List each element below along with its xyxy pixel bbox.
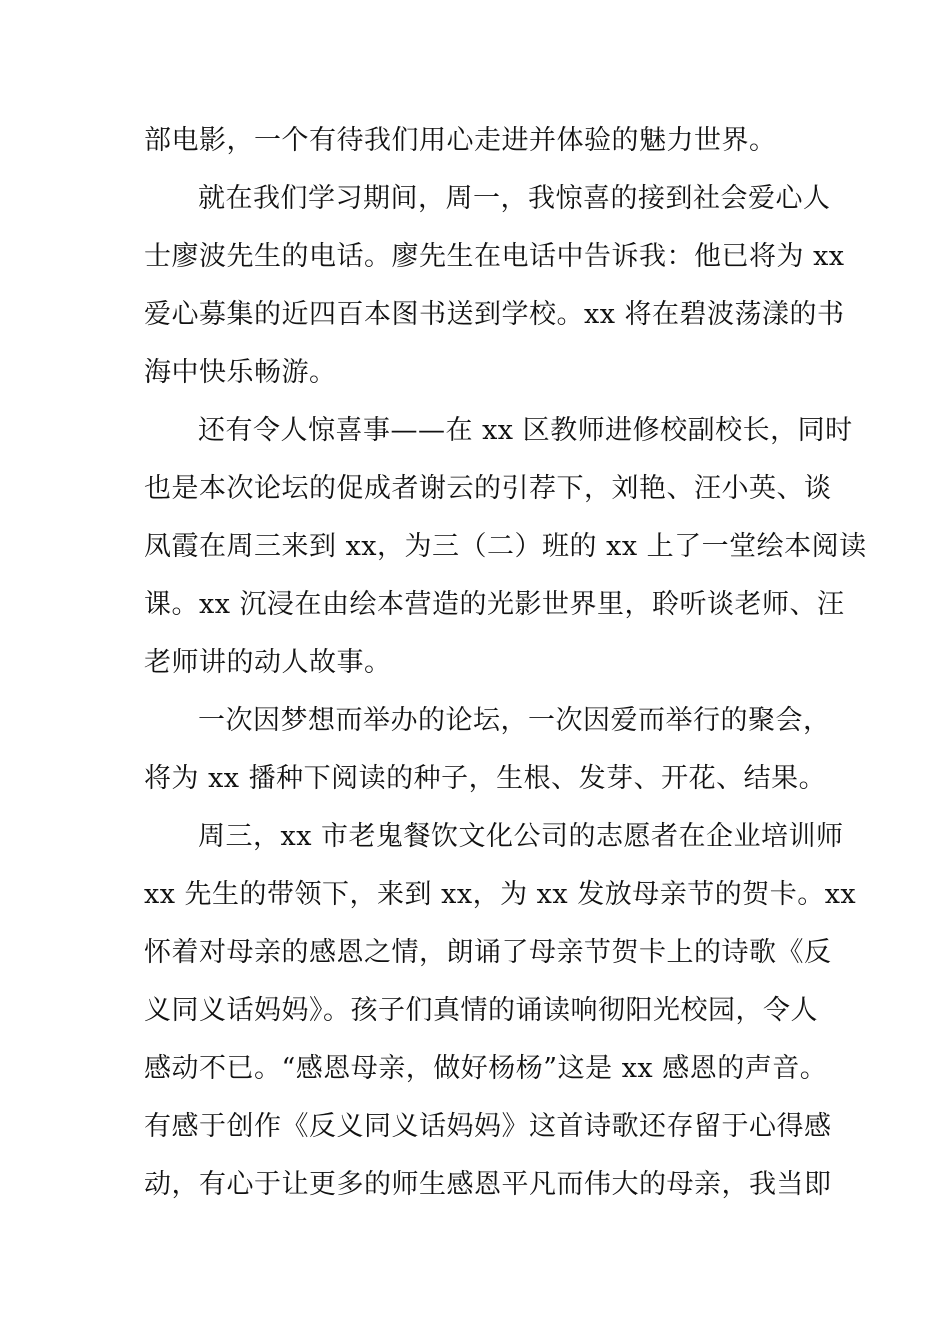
text-line: 凤霞在周三来到 xx，为三（二）班的 xx 上了一堂绘本阅读 xyxy=(144,531,867,562)
text-line: 士廖波先生的电话。廖先生在电话中告诉我：他已将为 xx xyxy=(144,241,845,272)
text-line: 部电影，一个有待我们用心走进并体验的魅力世界。 xyxy=(144,125,777,156)
text-line: 也是本次论坛的促成者谢云的引荐下，刘艳、汪小英、谈 xyxy=(144,473,832,504)
text-line: 有感于创作《反义同义话妈妈》这首诗歌还存留于心得感 xyxy=(144,1111,832,1142)
text-line: 感动不已。“感恩母亲，做好杨杨”这是 xx 感恩的声音。 xyxy=(144,1053,828,1084)
text-line: 课。xx 沉浸在由绘本营造的光影世界里，聆听谈老师、汪 xyxy=(144,589,845,620)
paragraph-first-line: 还有令人惊喜事——在 xx 区教师进修校副校长，同时 xyxy=(198,415,853,446)
text-line: 老师讲的动人故事。 xyxy=(144,647,392,678)
paragraph-first-line: 一次因梦想而举办的论坛，一次因爱而举行的聚会， xyxy=(198,705,831,736)
text-line: 动，有心于让更多的师生感恩平凡而伟大的母亲，我当即 xyxy=(144,1169,832,1200)
paragraph-first-line: 周三，xx 市老鬼餐饮文化公司的志愿者在企业培训师 xyxy=(198,821,844,852)
text-line: 怀着对母亲的感恩之情，朗诵了母亲节贺卡上的诗歌《反 xyxy=(144,937,832,968)
text-line: xx 先生的带领下，来到 xx，为 xx 发放母亲节的贺卡。xx xyxy=(144,879,857,910)
paragraph-first-line: 就在我们学习期间，周一，我惊喜的接到社会爱心人 xyxy=(198,183,831,214)
text-line: 义同义话妈妈》。孩子们真情的诵读响彻阳光校园，令人 xyxy=(144,995,818,1026)
text-line: 爱心募集的近四百本图书送到学校。xx 将在碧波荡漾的书 xyxy=(144,299,845,330)
text-line: 海中快乐畅游。 xyxy=(144,357,337,388)
text-line: 将为 xx 播种下阅读的种子，生根、发芽、开花、结果。 xyxy=(144,763,827,794)
